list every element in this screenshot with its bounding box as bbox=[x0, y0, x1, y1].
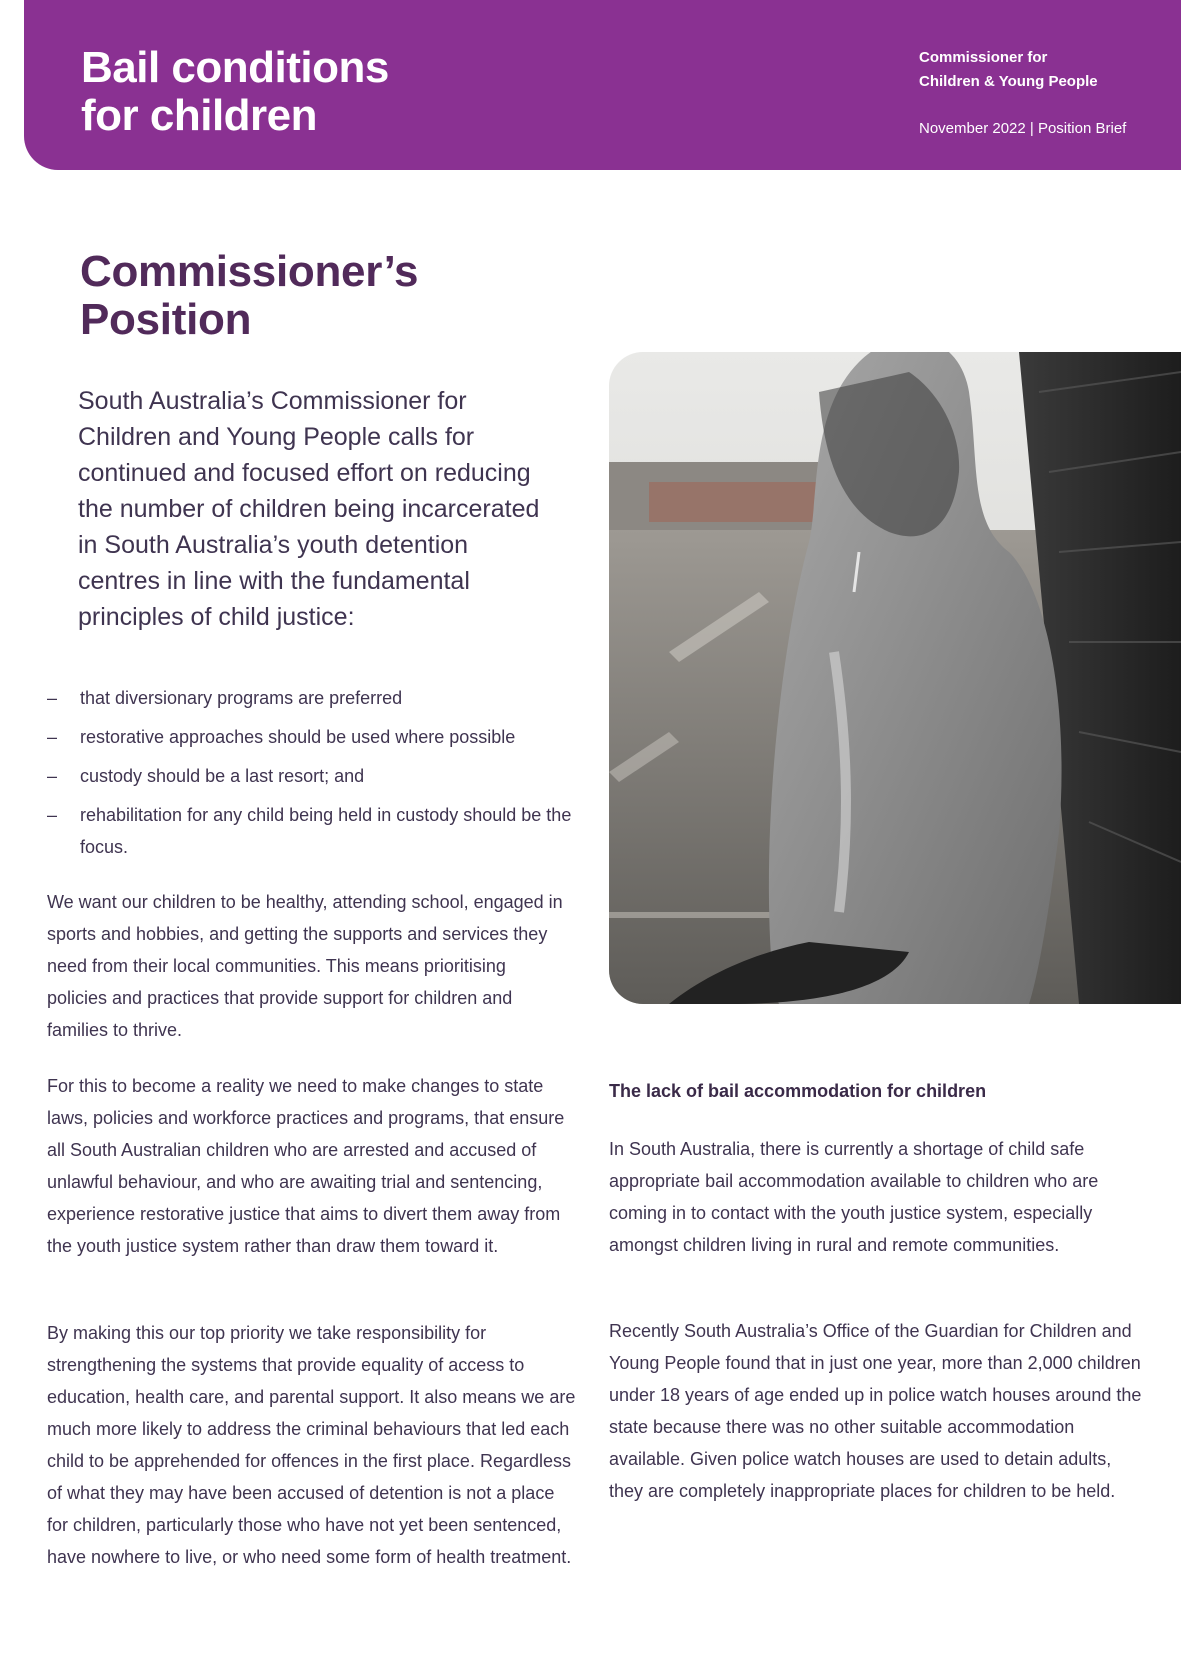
section-heading-bail-accommodation: The lack of bail accommodation for children bbox=[609, 1081, 987, 1101]
list-item bbox=[47, 760, 577, 792]
section-title-line-1: Commissioner’s bbox=[80, 247, 419, 296]
section-title-line-2: Position bbox=[80, 295, 252, 344]
list-item-text: restorative approaches should be used where possible bbox=[80, 727, 516, 747]
section-title-commissioners-position bbox=[80, 248, 418, 344]
principles-list bbox=[47, 682, 577, 870]
body-paragraph-top-priority: By making this our top priority we take responsibility for strengthening the systems that provide equality of access to education, health care, and parental support. It also means we are much more likely to address the criminal behaviours that led each child to be apprehended for offences in the first place. Regardless of what they may have been accused of detention is not a place for children, particularly those who have not yet been sentenced, have nowhere to live, or who need some form of health treatment. bbox=[47, 1323, 576, 1567]
organisation-name-line-2: Children & Young People bbox=[919, 73, 1098, 90]
body-paragraph-shortage: In South Australia, there is currently a shortage of child safe appropriate bail accommodation available to children who are coming in to contact with the youth justice system, especially amongst children living in rural and remote communities. bbox=[609, 1139, 1099, 1255]
body-paragraph-reality-changes: For this to become a reality we need to make changes to state laws, policies and workforce practices and programs, that ensure all South Australian children who are arrested and accused of unlawful behaviour, and who are awaiting trial and sentencing, experience restorative justice that aims to divert them away from the youth justice system rather than draw them toward it. bbox=[47, 1076, 565, 1256]
photo-illustration bbox=[609, 352, 1181, 1004]
organisation-name bbox=[919, 46, 1098, 94]
lead-paragraph: South Australia’s Commissioner for Children and Young People calls for continued and focused effort on reducing the number of children being incarcerated in South Australia’s youth detention centres in line with the fundamental principles of child justice: bbox=[78, 387, 540, 631]
list-dash: – bbox=[47, 727, 58, 747]
body-paragraph-healthy-children: We want our children to be healthy, attending school, engaged in sports and hobbies, and getting the supports and services they need from their local communities. This means prioritising policies and practices that provide support for children and families to thrive. bbox=[47, 892, 563, 1040]
list-dash: – bbox=[47, 805, 58, 825]
list-item-text: that diversionary programs are preferred bbox=[80, 688, 403, 708]
document-title-line-2: for children bbox=[81, 91, 318, 140]
list-item bbox=[47, 799, 577, 863]
body-paragraph-watch-houses: Recently South Australia’s Office of the Guardian for Children and Young People found that in just one year, more than 2,000 children under 18 years of age ended up in police watch houses around the state because there was no other suitable accommodation available. Given police watch houses are used to detain adults, they are completely inappropriate places for children to be held. bbox=[609, 1321, 1142, 1501]
list-item bbox=[47, 682, 577, 714]
list-item-text: rehabilitation for any child being held in custody should be the focus. bbox=[80, 805, 572, 857]
hooded-youth-photo bbox=[609, 352, 1181, 1004]
header-banner bbox=[24, 0, 1181, 170]
publication-date: November 2022 | Position Brief bbox=[919, 120, 1127, 137]
document-title bbox=[81, 44, 389, 140]
list-dash: – bbox=[47, 766, 58, 786]
list-dash: – bbox=[47, 688, 58, 708]
document-title-line-1: Bail conditions bbox=[81, 43, 389, 92]
list-item bbox=[47, 721, 577, 753]
organisation-name-line-1: Commissioner for bbox=[919, 49, 1048, 66]
list-item-text: custody should be a last resort; and bbox=[80, 766, 365, 786]
